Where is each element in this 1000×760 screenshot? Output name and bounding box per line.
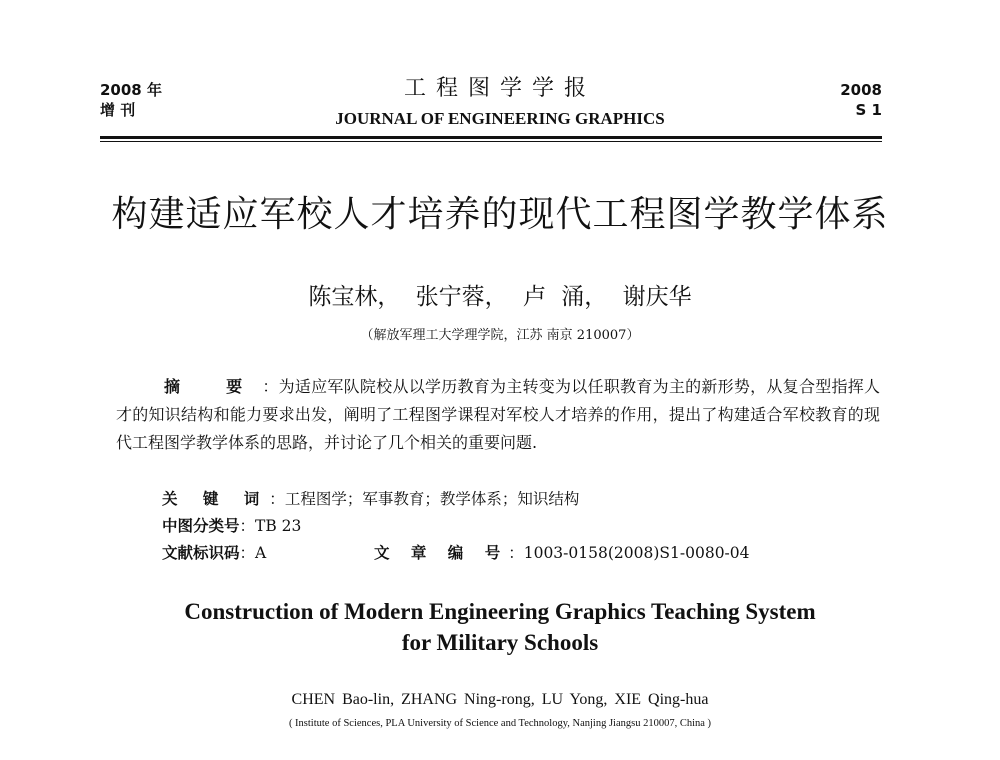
paper-title-en-line2: for Military Schools [401,630,599,655]
keywords-label: 关 键 词 [162,490,270,508]
keywords-value: 工程图学；军事教育；教学体系；知识结构 [284,490,580,508]
header-rule-thin [100,141,882,142]
article-number-value: 1003-0158(2008)S1-0080-04 [523,544,750,562]
paper-title-en [0,596,1000,658]
header-right [840,80,882,120]
authors-cn: 陈宝林， 张宁蓉， 卢 涌， 谢庆华 [308,284,692,310]
journal-title-en: JOURNAL OF ENGINEERING GRAPHICS [335,109,665,128]
issue-label: 增 刊 [100,101,136,119]
classification-value: TB 23 [255,517,302,535]
paper-title-en-line1: Construction of Modern Engineering Graphics Teaching System [184,599,816,624]
keywords: 关 键 词：工程图学；军事教育；教学体系；知识结构 [162,490,580,508]
affiliation-en: ( Institute of Sciences, PLA University of Science and Technology, Nanjing Jiangsu 210007, China ) [288,718,712,729]
abstract-label: 摘 要 [164,377,263,396]
year-label: 2008 年 [100,81,162,99]
abstract-text: 为适应军队院校从以学历教育为主转变为以任职教育为主的新形势，从复合型指挥人才的知识结构和能力要求出发，阐明了工程图学课程对军校人才培养的作用，提出了构建适合军校教育的现代工程图学教学体系的思路，并讨论了几个相关的重要问题. [116,377,880,452]
issue-right: S 1 [855,101,882,119]
document-code: 文献标识码：A [162,544,267,562]
classification-label: 中图分类号 [162,517,240,535]
classification: 中图分类号：TB 23 [162,517,302,535]
journal-title-cn: 工程图学学报 [403,76,596,101]
paper-title-cn: 构建适应军校人才培养的现代工程图学教学体系 [111,194,889,235]
document-code-label: 文献标识码 [162,544,240,562]
header-rule-thick [100,136,882,139]
article-number-label: 文 章 编 号 [374,544,509,562]
article-number: 文 章 编 号：1003-0158(2008)S1-0080-04 [374,544,750,562]
authors-en: CHEN Bao-lin, ZHANG Ning-rong, LU Yong, XIE Qing-hua [291,691,709,708]
year-right: 2008 [840,81,882,99]
affiliation-cn: （解放军理工大学理学院，江苏 南京 210007） [360,328,640,343]
abstract: 摘 要：为适应军队院校从以学历教育为主转变为以任职教育为主的新形势，从复合型指挥人才的知识结构和能力要求出发，阐明了工程图学课程对军校人才培养的作用，提出了构建适合军校教育的现代工程图学教学体系的思路，并讨论了几个相关的重要问题. [116,377,880,452]
document-code-value: A [255,544,267,562]
